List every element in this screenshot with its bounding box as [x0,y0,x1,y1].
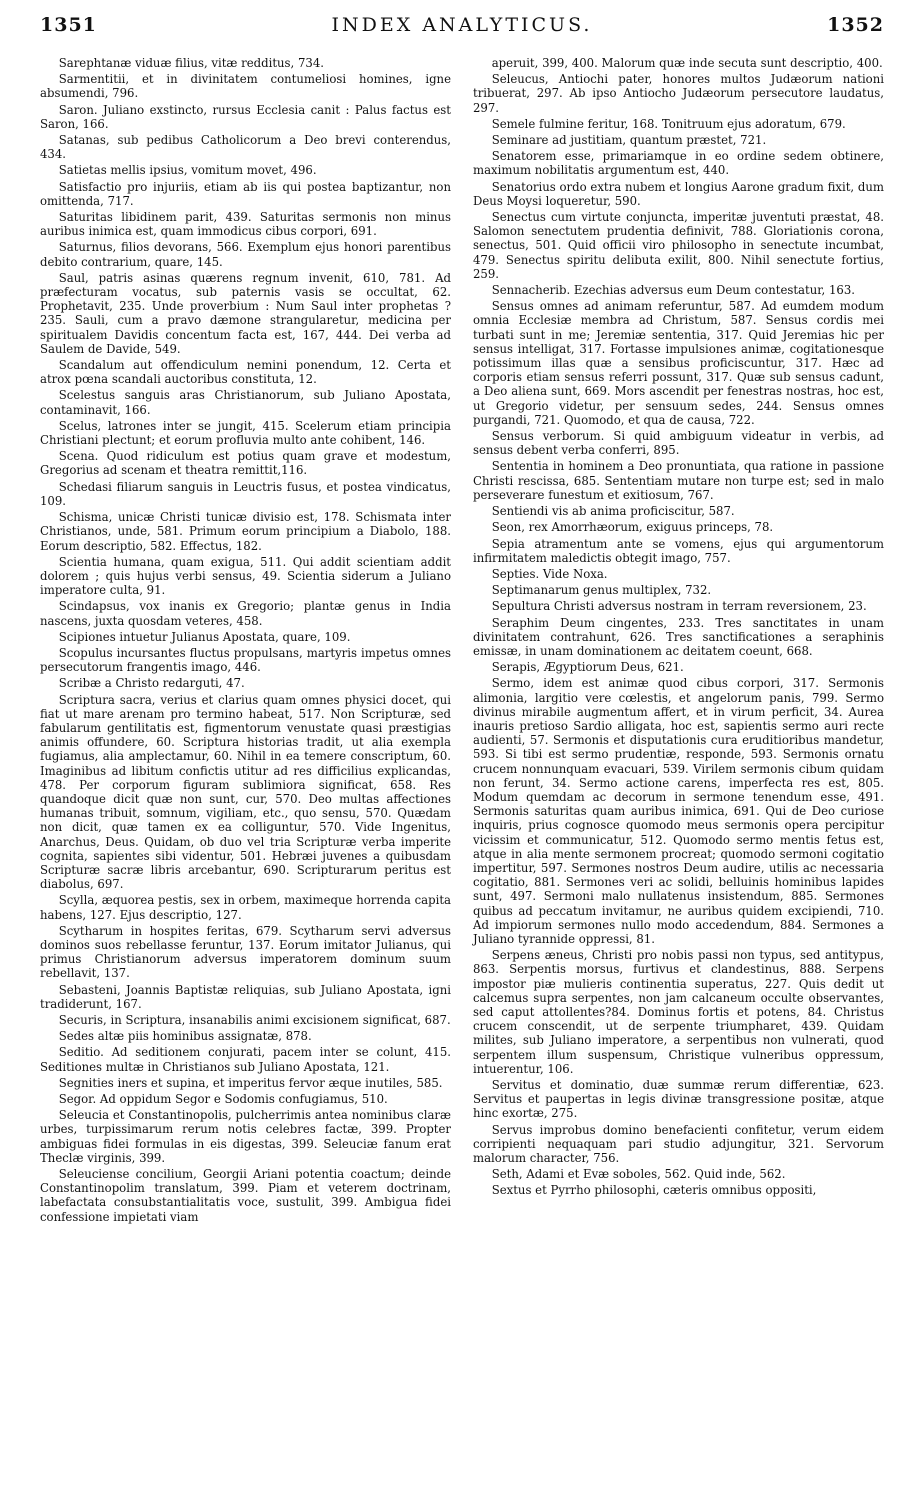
index-entry: aperuit, 399, 400. Malorum quæ inde secuta sunt descriptio, 400. [491,56,883,70]
index-entry: Sedes altæ piis hominibus assignatæ, 878. [58,1029,312,1044]
index-entry: Seminare ad justitiam, quantum præstet, 721. [491,133,767,148]
index-entry: Seth, Adami et Evæ soboles, 562. Quid inde, 562. [491,1167,786,1182]
index-entry: Schisma, unicæ Christi tunicæ divisio est, 178. Schismata inter Christianos, unde, 581. Primum eorum principium a Diabolo, 188. Eorum descriptio, 582. Effectus, 182. [40,510,451,553]
index-entry: Serpens æneus, Christi pro nobis passi non typus, sed antitypus, 863. Serpentis morsus, furtivus et clandestinus, 888. Serpens impostor piæ mulieris continentia superatus, 227. Quis dedit ut calcemus supra serpentes, non jam calcaneum occulte observantes, sed caput attollentes?84. Dominus fortis et potens, 84. Christus crucem conscendit, ut de serpente triumpharet, 439. Quidam milites, sub Juliano imperatore, a serpentibus non vulnerati, quod serpentem illum suspensum, Christique vulneribus oppressum, intuerentur, 106. [473,948,884,1076]
index-entry: Seon, rex Amorrhæorum, exiguus princeps, 78. [491,520,774,535]
left-page-number: 1351 [40,14,97,36]
index-entry: Satanas, sub pedibus Catholicorum a Deo brevi conterendus, 434. [40,133,451,162]
index-entry: Sermo, idem est animæ quod cibus corpori, 317. Sermonis alimonia, largitio vere cœlestis, et angelorum panis, 799. Sermo divinus mirabile augmentum affert, et in virum perficit, 34. Aurea inauris pretioso Sardio alligata, hoc est, sapientis sermo auri recte audienti, 57. Sermonis et disputationis cura eruditioribus mandetur, 593. Si tibi est sermo prudentiæ, responde, 593. Sermonis ornatu crucem nonnunquam evacuari, 539. Virilem sermonis cibum quidam non ferunt, 34. Sermo actione carens, imperfecta res est, 805. Modum quemdam ac decorum in sermone tenendum esse, 491. Sermonis saturitas quam auribus inimica, 691. Qui de Deo curiose inquiris, prius cognosce quomodo meus sermonis opera percipitur vicissim et communicatur, 512. Quomodo sermo mentis fetus est, atque in alia mente sermonem procreat; quomodo sermoni cogitatio impertitur, 597. Sermones nostros Deum audire, utilis ac necessaria cogitatio, 881. Sermones veri ac solidi, belluinis hominibus lapides sunt, 497. Sermoni malo nullatenus insistendum, 885. Sermones quibus ad peccatum invitamur, ne auribus quidem excipiendi, 710. Ad impiorum sermones nullo modo accedendum, 884. Sermones a Juliano tyrannide oppressi, 81. [473,676,884,946]
index-entry: Saturnus, filios devorans, 566. Exemplum ejus honori parentibus debito contrarium, quare, 145. [40,240,451,269]
index-entry: Scelestus sanguis aras Christianorum, sub Juliano Apostata, contaminavit, 166. [40,388,451,417]
index-entry: Senectus cum virtute conjuncta, imperitæ juventuti præstat, 48. Salomon senectutem prudentia definivit, 788. Gloriationis corona, senectus, 501. Quid officii viro philosopho in senectute incumbat, 479. Senectus spiritu delibuta exilit, 800. Nihil senectute fortius, 259. [473,210,884,281]
index-entry: Scopulus incursantes fluctus propulsans, martyris impetus omnes persecutorum frangentis imago, 446. [40,645,451,675]
left-column [40,56,451,1226]
index-entry: Scena. Quod ridiculum est potius quam grave et modestum, Gregorius ad scenam et theatra remittit,116. [40,449,451,478]
index-entry: Scytharum in hospites feritas, 679. Scytharum servi adversus dominos suos rebellasse feruntur, 137. Eorum imitator Julianus, qui primus Christianorum adversus imperatorem dominum suum rebellavit, 137. [40,923,451,981]
index-entry: Sepultura Christi adversus nostram in terram reversionem, 23. [491,599,867,614]
index-entry: Seraphim Deum cingentes, 233. Tres sanctitates in unam divinitatem contrahunt, 626. Tres sanctificationes a seraphinis emissæ, in unam dominationem ac deitatem coeunt, 668. [473,615,884,658]
index-entry: Segnities iners et supina, et imperitus fervor æque inutiles, 585. [58,1075,443,1090]
index-entry: Saul, patris asinas quærens regnum invenit, 610, 781. Ad præfecturam vocatus, sub paternis vasis se occultat, 62. Prophetavit, 235. Unde proverbium : Num Saul inter prophetas ? 235. Sauli, cum a pravo dæmone strangularetur, medicina per spiritualem Davidis concentum facta est, 167, 444. Dei verba ad Saulem de Davide, 549. [40,270,451,356]
index-entry: Scientia humana, quam exigua, 511. Qui addit scientiam addit dolorem ; quis hujus verbi sensus, 49. Scientia siderum a Juliano imperatore culta, 91. [40,554,451,598]
index-entry: Segor. Ad oppidum Segor e Sodomis confugiamus, 510. [58,1092,388,1107]
index-entry: Scribæ a Christo redarguti, 47. [58,676,245,691]
index-entry: Saron. Juliano exstincto, rursus Ecclesia canit : Palus factus est Saron, 166. [40,102,451,131]
index-entry: Sententia in hominem a Deo pronuntiata, qua ratione in passione Christi rescissa, 685. Sententiam mutare non turpe est; sed in malo perseverare funestum et exitiosum, 767. [473,459,884,502]
index-entry: Septies. Vide Noxa. [491,566,608,581]
index-entry: Scandalum aut offendiculum nemini ponendum, 12. Certa et atrox pœna scandali auctoribus constituta, 12. [40,358,451,387]
index-entry: Semele fulmine feritur, 168. Tonitruum ejus adoratum, 679. [491,116,846,131]
index-entry: Sensus verborum. Si quid ambiguum videatur in verbis, ad sensus debent verba conferri, 895. [473,429,884,458]
index-entry: Satisfactio pro injuriis, etiam ab iis qui postea baptizantur, non omittenda, 717. [40,179,451,208]
index-entry: Sentiendi vis ab anima proficiscitur, 587. [491,504,735,519]
index-entry: Sarmentitii, et in divinitatem contumeliosi homines, igne absumendi, 796. [40,72,451,101]
index-entry: Sepia atramentum ante se vomens, ejus qui argumentorum infirmitatem maledictis obtegit imago, 757. [473,536,884,565]
index-entry: Seditio. Ad seditionem conjurati, pacem inter se colunt, 415. Seditiones multæ in Christianos sub Juliano Apostata, 121. [40,1045,451,1074]
index-entry: Sextus et Pyrrho philosophi, cæteris omnibus oppositi, [491,1183,817,1198]
index-entry: Sarephtanæ viduæ filius, vitæ redditus, 734. [58,56,324,70]
index-entry: Seleuciense concilium, Georgii Ariani potentia coactum; deinde Constantinopolim translatum, 399. Piam et veterem doctrinam, labefactata consubstantialitatis voce, sustulit, 399. Ambigua fidei confessione impietati viam [40,1167,451,1224]
index-entry: Satietas mellis ipsius, vomitum movet, 496. [58,163,317,178]
index-entry: Securis, in Scriptura, insanabilis animi excisionem significat, 687. [58,1013,451,1027]
page-header [40,14,884,52]
index-entry: Sennacherib. Ezechias adversus eum Deum contestatur, 163. [491,283,856,298]
right-page-number: 1352 [827,14,884,36]
index-entry: Servitus et dominatio, duæ summæ rerum differentiæ, 623. Servitus et paupertas in legis divinæ transgressione positæ, atque hinc exortæ, 275. [473,1078,884,1121]
index-entry: Sebasteni, Joannis Baptistæ reliquias, sub Juliano Apostata, igni tradiderunt, 167. [40,982,451,1011]
index-entry: Scipiones intuetur Julianus Apostata, quare, 109. [58,629,351,644]
index-entry: Serapis, Ægyptiorum Deus, 621. [491,660,684,675]
index-entry: Saturitas libidinem parit, 439. Saturitas sermonis non minus auribus inimica est, quam immodicus cibus corpori, 691. [40,210,451,239]
index-entry: Servus improbus domino benefacienti confitetur, verum eidem corripienti nequaquam pari studio adjungitur, 321. Servorum malorum character, 756. [473,1122,884,1166]
index-entry: Seleucus, Antiochi pater, honores multos Judæorum nationi tribuerat, 297. Ab ipso Antiocho Judæorum persecutore laudatus, 297. [473,72,884,115]
index-entry: Septimanarum genus multiplex, 732. [491,583,712,598]
running-title: INDEX ANALYTICUS. [331,14,593,36]
index-entry: Scylla, æquorea pestis, sex in orbem, maximeque horrenda capita habens, 127. Ejus descriptio, 127. [40,893,451,922]
index-entry: Senatorem esse, primariamque in eo ordine sedem obtinere, maximum nobilitatis argumentum est, 440. [473,149,884,178]
right-column [473,56,884,1226]
index-entry: Scriptura sacra, verius et clarius quam omnes physici docet, qui fiat ut mare arenam pro termino habeat, 517. Non Scripturæ, sed fabularum gentilitatis est, figmentorum venustate quasi præstigias animis offundere, 60. Scriptura historias tradit, ut alia exempla fugiamus, alia amplectamur, 60. Nihil in ea temere conscriptum, 60. Imaginibus ad libitum confictis utitur ad res difficilius explicandas, 478. Per corporum figuram sublimiora significat, 658. Res quandoque dicit quæ non sunt, cur, 570. Deo multas affectiones humanas tribuit, somnum, vigiliam, etc., quo sensu, 570. Quædam non dicit, quæ tamen ex ea colliguntur, 570. Vide Ingenitus, Anarchus, Deus. Quidam, ob duo vel tria Scripturæ verba imperite cognita, sapientes sibi videntur, 501. Hebræi juvenes a quibusdam Scripturæ sacræ libris arcebantur, 690. Scripturarum peritus est diabolus, 697. [40,692,451,892]
index-entry: Seleucia et Constantinopolis, pulcherrimis antea nominibus claræ urbes, turpissimarum rerum notis celebres factæ, 399. Propter ambiguas fidei formulas in eis digestas, 399. Seleuciæ fanum erat Theclæ virginis, 399. [40,1108,451,1165]
index-columns [40,56,884,1226]
index-entry: Sensus omnes ad animam referuntur, 587. Ad eumdem modum omnia Ecclesiæ membra ad Christum, 587. Sensus cordis mei turbati sunt in me; Jeremiæ sententia, 317. Quid Jeremias hic per sensus intelligat, 317. Fortasse impulsiones animæ, cogitationesque potissimum illas quæ a sensibus proficiscuntur, 317. Hæc ad corporis etiam sensus referri possunt, 317. Quæ sub sensus cadunt, a Deo aliena sunt, 669. Mors ascendit per fenestras nostras, hoc est, ut Gregorio videtur, per sensuum sedes, 244. Sensus omnes purgandi, 721. Quomodo, et qua de causa, 722. [473,299,884,427]
index-entry: Scelus, latrones inter se jungit, 415. Scelerum etiam principia Christiani plectunt; et eorum profluvia multo ante cohibent, 146. [40,418,451,448]
index-entry: Schedasi filiarum sanguis in Leuctris fusus, et postea vindicatus, 109. [40,479,451,508]
index-entry: Senatorius ordo extra nubem et longius Aarone gradum fixit, dum Deus Moysi loqueretur, 590. [473,179,884,208]
index-entry: Scindapsus, vox inanis ex Gregorio; plantæ genus in India nascens, juxta quosdam veteres, 458. [40,599,451,628]
